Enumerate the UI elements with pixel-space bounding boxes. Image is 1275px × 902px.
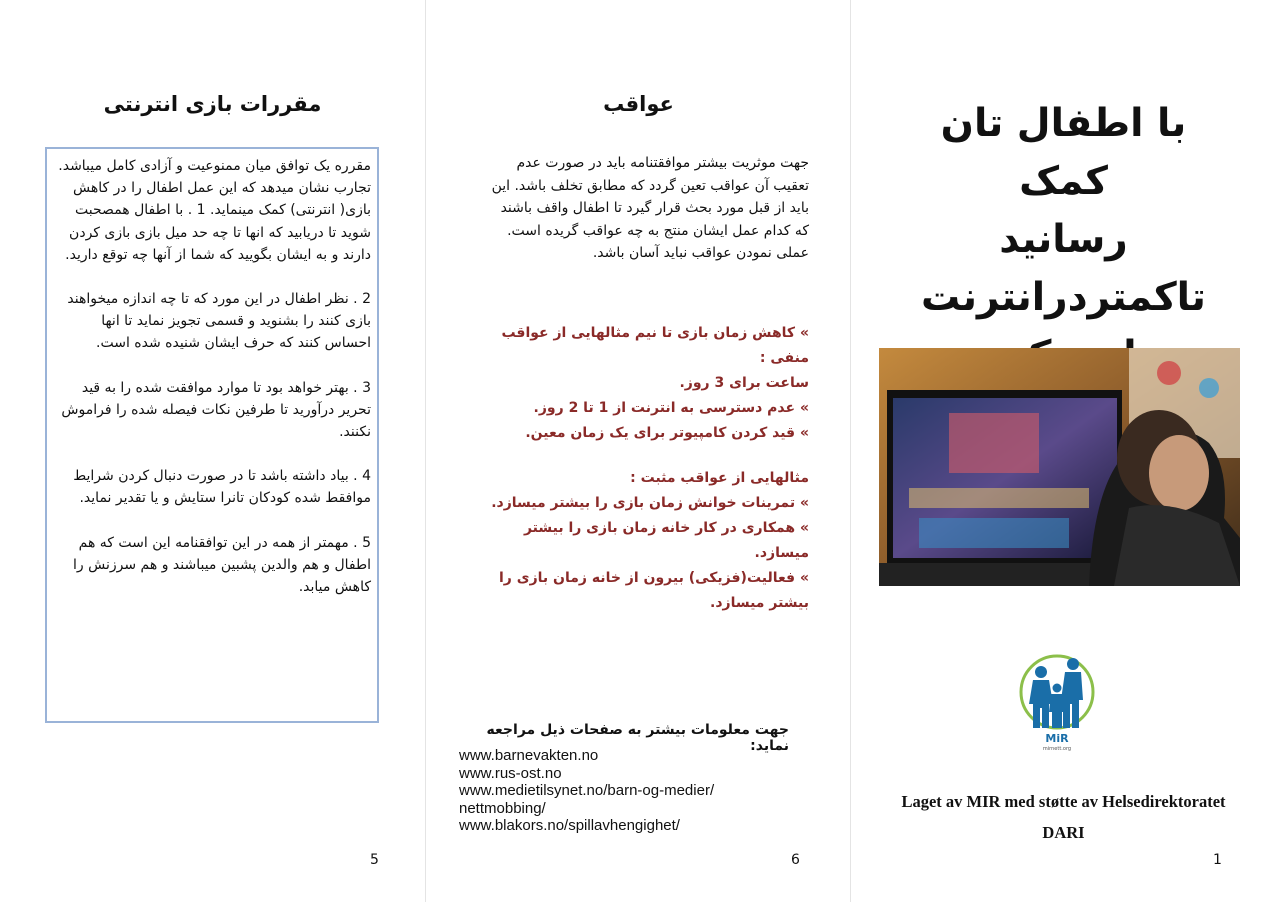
consequences-intro bbox=[489, 152, 809, 265]
consequences-title: عواقب bbox=[603, 92, 674, 116]
list-item: » تمرینات خوانش زمان بازی را بیشتر میسازد. bbox=[491, 495, 809, 511]
rules-paragraph: 4 . بیاد داشته باشد تا در صورت دنبال کردن شرایط موافقط شده کودکان تانرا ستایش و یا تقدیر نماید. bbox=[73, 468, 371, 507]
list-item: » همکاری در کار خانه زمان بازی را بیشتر میسازد. bbox=[523, 520, 809, 561]
cover-title-line: رسانید bbox=[999, 217, 1128, 262]
list-item: » قید کردن کامپیوتر برای یک زمان معین. bbox=[525, 425, 809, 441]
link[interactable]: www.blakors.no/spillavhengighet/ bbox=[459, 817, 680, 834]
positive-consequences-list bbox=[489, 491, 809, 616]
list-item: » عدم دسترسی به انترنت از 1 تا 2 روز. bbox=[533, 400, 809, 416]
consequences-intro-note: عملی نمودن عواقب نباید آسان باشد. bbox=[592, 245, 809, 261]
page-panel-consequences bbox=[425, 0, 851, 902]
more-info-label: جهت معلومات بیشتر به صفحات ذیل مراجعه نماید: bbox=[486, 722, 789, 754]
cover-title-line: تاکمتردرانترنت bbox=[921, 275, 1206, 320]
credit-line: Laget av MIR med støtte av Helsedirektoratet bbox=[901, 792, 1226, 811]
positive-consequences-heading: مثالهایی از عواقب مثبت : bbox=[630, 470, 809, 486]
credit bbox=[851, 786, 1275, 848]
negative-consequences-list bbox=[489, 321, 809, 446]
list-item: ساعت برای 3 روز. bbox=[679, 375, 809, 391]
child-gaming-photo bbox=[879, 348, 1240, 586]
link[interactable]: www.rus-ost.no bbox=[459, 764, 562, 782]
language-label: DARI bbox=[1042, 823, 1085, 842]
rules-paragraph: 2 . نظر اطفال در این مورد که تا چه اندازه میخواهند بازی کنند را بشنوید و قسمی تجویز نماید تا انها احساس کنند که حرف ایشان شنیده شده است. bbox=[67, 291, 371, 352]
page-number: 6 bbox=[791, 852, 800, 868]
links-list bbox=[459, 747, 789, 835]
rules-paragraph: 3 . بهتر خواهد بود تا موارد موافقت شده را به قید تحریر درآورید تا طرفین نکات فیصله شده را فراموش نکنند. bbox=[61, 379, 371, 441]
link[interactable]: nettmobbing/ bbox=[459, 799, 546, 817]
page-number: 5 bbox=[370, 852, 379, 868]
cover-title bbox=[891, 95, 1236, 385]
list-item: » فعالیت(فزیکی) بیرون از خانه زمان بازی را بیشتر میسازد. bbox=[499, 570, 809, 611]
link[interactable]: www.medietilsynet.no/barn-og-medier/ bbox=[459, 782, 715, 799]
rules-box bbox=[45, 147, 379, 723]
cover-title-line: با اطفال تان کمک bbox=[940, 101, 1187, 204]
list-item: » کاهش زمان بازی تا نیم مثالهایی از عواقب منفی : bbox=[501, 325, 809, 366]
mir-logo bbox=[1017, 652, 1097, 752]
page-number: 1 bbox=[1213, 852, 1222, 868]
rules-title: مقررات بازی انترنتی bbox=[103, 92, 322, 116]
page-panel-rules bbox=[0, 0, 425, 902]
logo-text: MiR bbox=[1045, 732, 1069, 745]
link[interactable]: www.barnevakten.no bbox=[459, 747, 599, 764]
logo-subtext: mirnett.org bbox=[1042, 746, 1072, 752]
rules-paragraph: 5 . مهمتر از همه در این توافقنامه این است که هم اطفال و هم والدین پشبین میباشند و هم سرزنش را کاهش میابد. bbox=[73, 534, 371, 596]
rules-paragraph: مقرره یک توافق میان ممنوعیت و آزادی کامل میباشد. تجارب نشان میدهد که این عمل اطفال را در کاهش بازی( انترنتی) کمک مینماید. 1 . با اطفال همصحبت شوید تا دریابید که انها تا چه حد میل بازی بازی کردن دارند و به ایشان بگویید که شما از آنها چه توقع دارید. bbox=[58, 158, 371, 263]
consequences-intro-text: جهت موثریت بیشتر موافقتنامه باید در صورت عدم تعقیب آن عواقب تعین گردد که مطابق تخلف باشد. این باید از قبل مورد بحث قرار گیرد تا اطفال واقف باشند که کدام عمل ایشان منتج به چه عواقب گریده است. bbox=[491, 155, 809, 239]
page-panel-cover bbox=[850, 0, 1275, 902]
